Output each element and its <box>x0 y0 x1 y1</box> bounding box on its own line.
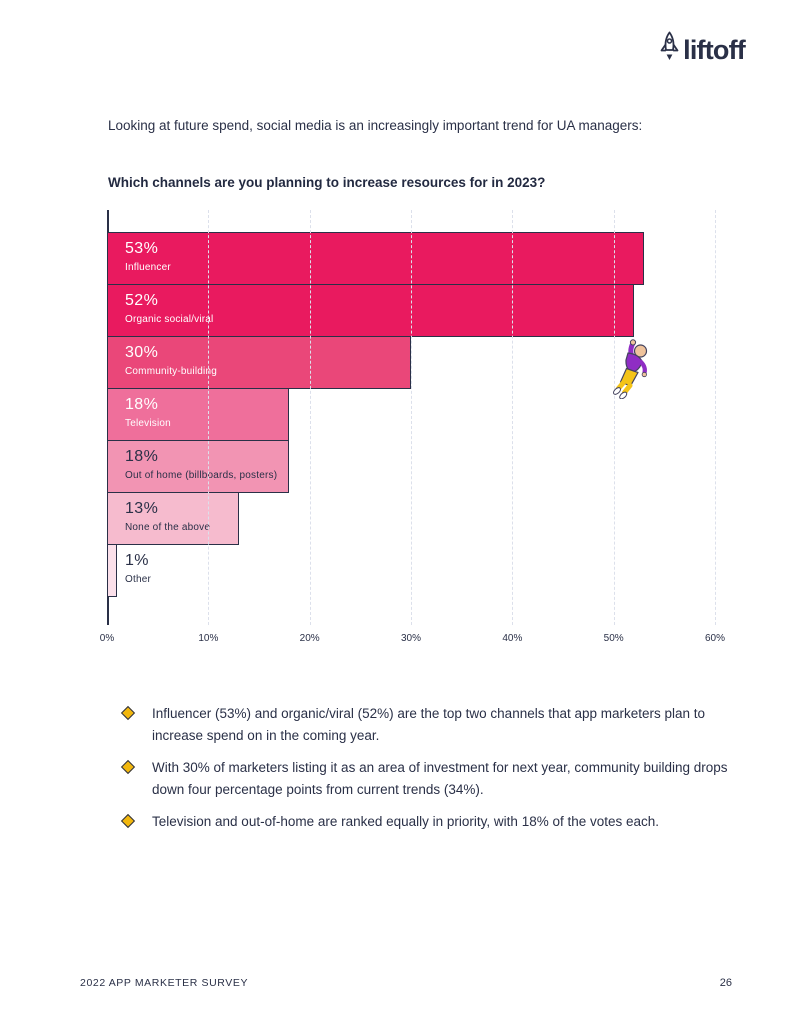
bar-value-label: 52% <box>125 292 159 309</box>
insight-text: Television and out-of-home are ranked equally in priority, with 18% of the votes each. <box>152 814 660 830</box>
footer-page-number: 26 <box>719 977 732 989</box>
insight-text: Influencer (53%) and organic/viral (52%) are the top two channels that app marketers plan to increase spend on in the coming year. <box>152 706 706 743</box>
gridline <box>310 210 311 625</box>
bar-value-label: 18% <box>125 448 159 465</box>
list-item <box>123 811 728 833</box>
diamond-bullet-icon <box>121 760 135 774</box>
bar-category-label: Organic social/viral <box>125 314 214 325</box>
bar-row <box>107 284 767 337</box>
climbing-person-illustration <box>612 339 656 404</box>
gridline <box>411 210 412 625</box>
bar-label <box>125 344 217 377</box>
bar-row <box>107 440 767 493</box>
bar-label <box>125 552 151 585</box>
diamond-bullet-icon <box>121 814 135 828</box>
x-axis-tick-label: 30% <box>400 633 422 644</box>
list-item <box>123 703 728 746</box>
bar-category-label: Community-building <box>125 366 217 377</box>
bar-category-label: Other <box>125 574 152 585</box>
bar-0 <box>107 232 644 285</box>
bar-category-label: Out of home (billboards, posters) <box>125 470 278 481</box>
liftoff-logo <box>659 31 745 69</box>
x-axis-tick-label: 50% <box>603 633 624 644</box>
page-footer <box>80 977 732 989</box>
bar-row <box>107 492 767 545</box>
gridline <box>715 210 716 625</box>
bar-value-label: 18% <box>125 396 159 413</box>
bar-value-label: 1% <box>125 552 149 569</box>
x-axis-tick-label: 40% <box>502 633 523 644</box>
bar-category-label: None of the above <box>125 522 211 533</box>
bar-label <box>125 396 171 429</box>
bar-value-label: 30% <box>125 344 159 361</box>
x-axis-tick-label: 20% <box>299 633 320 644</box>
x-axis-tick-label: 60% <box>704 633 726 644</box>
bar-label <box>125 448 277 481</box>
bar-row <box>107 544 767 597</box>
x-axis-tick-label: 0% <box>99 633 115 644</box>
bar-row <box>107 388 767 441</box>
gridline <box>208 210 209 625</box>
rocket-icon <box>659 31 680 69</box>
bar-value-label: 13% <box>125 500 159 517</box>
insight-text: With 30% of marketers listing it as an area of investment for next year, community building drops down four percentage points from current trends (34%). <box>152 760 728 797</box>
bar-category-label: Influencer <box>125 262 171 273</box>
list-item <box>123 757 728 800</box>
footer-report-title: 2022 APP MARKETER SURVEY <box>80 977 249 989</box>
gridline <box>614 210 615 625</box>
bars <box>107 232 767 597</box>
logo-wordmark: liftoff <box>683 34 745 65</box>
diamond-bullet-icon <box>121 706 135 720</box>
chart-title: Which channels are you planning to increase resources for in 2023? <box>108 175 546 190</box>
bar-row <box>107 336 767 389</box>
bar-value-label: 53% <box>125 240 159 257</box>
insights-list <box>123 703 728 844</box>
bar-category-label: Television <box>125 418 171 429</box>
bar-label <box>125 500 210 533</box>
bar-row <box>107 232 767 285</box>
bar-chart <box>99 210 767 655</box>
gridline <box>512 210 513 625</box>
bar-label <box>125 292 213 325</box>
intro-paragraph: Looking at future spend, social media is an increasingly important trend for UA managers: <box>108 118 643 133</box>
bar-label <box>125 240 171 273</box>
x-axis-tick-label: 10% <box>198 633 219 644</box>
bar-6 <box>107 544 117 597</box>
plot-area <box>99 210 767 655</box>
